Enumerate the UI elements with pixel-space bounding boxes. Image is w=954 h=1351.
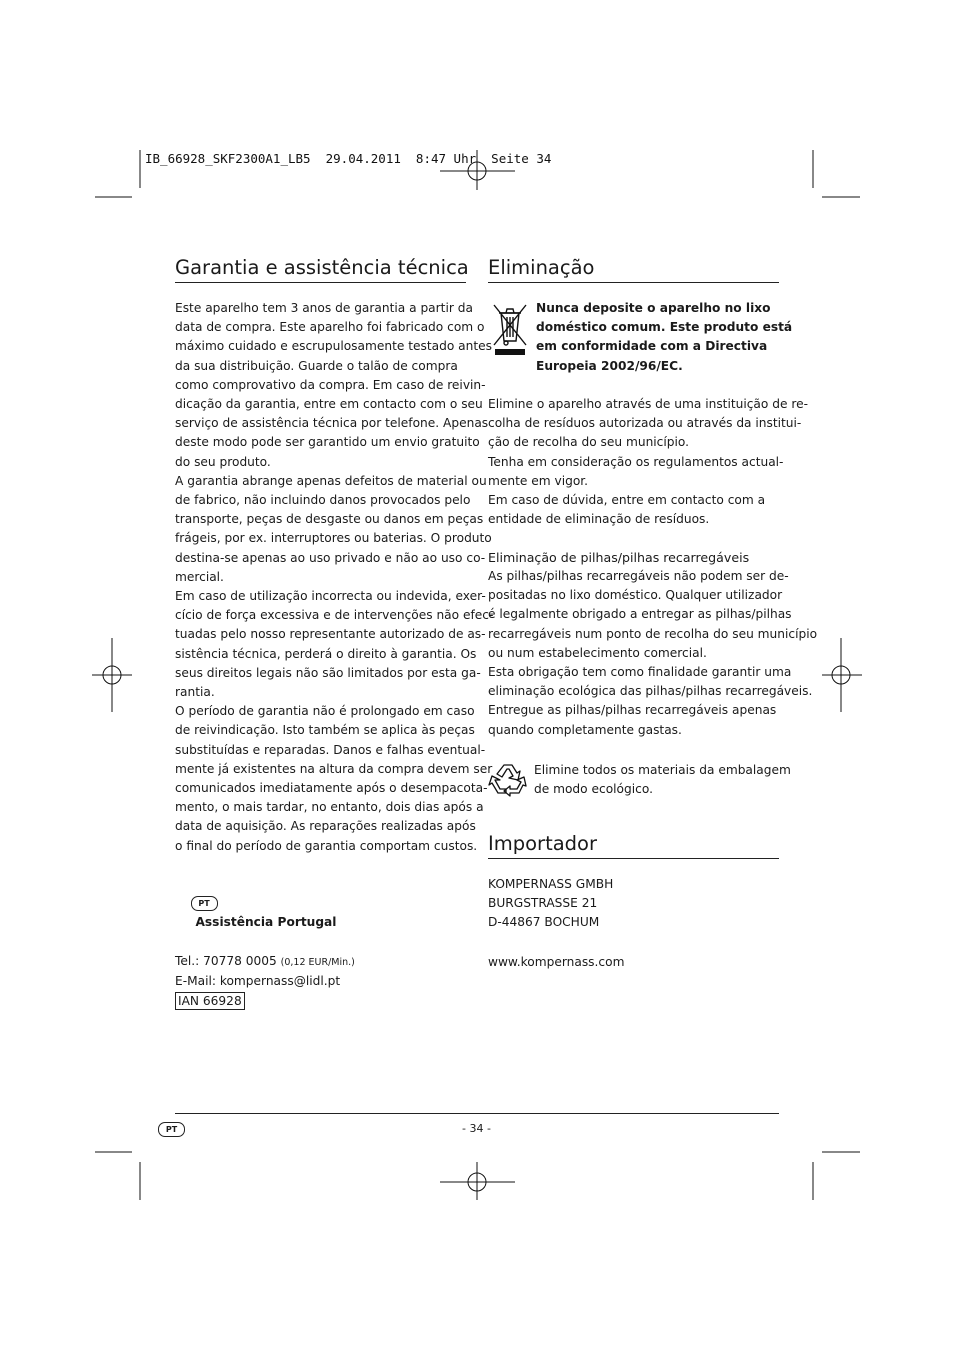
service-email: E-Mail: kompernass@lidl.pt bbox=[175, 974, 341, 989]
text-line: Entregue as pilhas/pilhas recarregáveis apenas bbox=[488, 703, 777, 718]
service-phone-line bbox=[175, 952, 355, 972]
importer-title-rule bbox=[488, 858, 779, 859]
text-line: quando completamente gastas. bbox=[488, 722, 682, 737]
importer-address bbox=[488, 875, 613, 933]
text-line: da sua distribuição. Guarde o talão de compra bbox=[175, 358, 458, 373]
pt-country-badge: PT bbox=[191, 896, 218, 911]
text-line: positadas no lixo doméstico. Qualquer utilizador bbox=[488, 588, 783, 603]
registration-mark-top bbox=[440, 150, 515, 190]
text-line: máximo cuidado e escrupulosamente testado antes bbox=[175, 339, 493, 354]
text-line: como comprovativo da compra. Em caso de reivin- bbox=[175, 377, 486, 392]
disposal-paragraph bbox=[488, 395, 808, 529]
text-line: Tenha em consideração os regulamentos actual- bbox=[488, 454, 784, 469]
address-line: D-44867 BOCHUM bbox=[488, 915, 600, 930]
text-line: serviço de assistência técnica por telefone. Apenas bbox=[175, 416, 489, 431]
registration-mark-right bbox=[822, 638, 862, 712]
text-line: O período de garantia não é prolongado em caso bbox=[175, 704, 475, 719]
battery-heading: Eliminação de pilhas/pilhas recarregáveis bbox=[488, 550, 750, 565]
service-heading: Assistência Portugal bbox=[195, 915, 337, 930]
text-line: ção de recolha do seu município. bbox=[488, 435, 690, 450]
text-line: sistência técnica, perderá o direito à garantia. Os bbox=[175, 646, 477, 661]
text-line: comunicados imediatamente após o desempacota- bbox=[175, 781, 488, 796]
registration-mark-left bbox=[92, 638, 132, 712]
importer-title: Importador bbox=[488, 832, 597, 855]
disposal-warning bbox=[536, 299, 792, 376]
text-line: As pilhas/pilhas recarregáveis não podem ser de- bbox=[488, 569, 789, 583]
text-line: Esta obrigação tem como finalidade garantir uma bbox=[488, 665, 792, 680]
footer-pt-badge: PT bbox=[158, 1122, 185, 1137]
text-line: colha de resíduos autorizada ou através da institui- bbox=[488, 416, 802, 431]
text-line: substituídas e reparadas. Danos e falhas eventual- bbox=[175, 742, 486, 757]
text-line: tuadas pelo nosso representante autorizado de as- bbox=[175, 627, 486, 642]
text-line: A garantia abrange apenas defeitos de material ou bbox=[175, 473, 487, 488]
text-line: Elimine o aparelho através de uma instituição de re- bbox=[488, 397, 808, 411]
text-line: Este aparelho tem 3 anos de garantia a partir da bbox=[175, 301, 473, 315]
website: www.kompernass.com bbox=[488, 955, 625, 969]
crossed-bin-icon bbox=[492, 303, 528, 357]
text-line: é legalmente obrigado a entregar as pilhas/pilhas bbox=[488, 607, 792, 622]
text-line: rantia. bbox=[175, 685, 215, 700]
text-line: transporte, peças de desgaste ou danos em peças bbox=[175, 512, 484, 527]
text-line: eliminação ecológica das pilhas/pilhas recarregáveis. bbox=[488, 684, 813, 699]
text-line: mercial. bbox=[175, 569, 224, 584]
warranty-title-rule bbox=[175, 282, 466, 283]
warning-line: em conformidade com a Directiva bbox=[536, 339, 768, 354]
warning-line: Europeia 2002/96/EC. bbox=[536, 358, 683, 373]
text-line: seus direitos legais não são limitados por esta ga- bbox=[175, 665, 481, 680]
text-line: mento, o mais tardar, no entanto, dois dias após a bbox=[175, 800, 484, 815]
text-line: mente já existentes na altura da compra devem ser bbox=[175, 761, 493, 776]
text-line: Em caso de dúvida, entre em contacto com a bbox=[488, 493, 766, 508]
service-phone-rate: (0,12 EUR/Min.) bbox=[280, 956, 355, 968]
text-line: data de aquisição. As reparações realizadas após bbox=[175, 819, 476, 834]
text-line: mente em vigor. bbox=[488, 473, 589, 488]
text-line: data de compra. Este aparelho foi fabricado com o bbox=[175, 320, 485, 335]
page-number: - 34 - bbox=[462, 1122, 491, 1135]
disposal-title-rule bbox=[488, 282, 779, 283]
text-line: destina-se apenas ao uso privado e não ao uso co- bbox=[175, 550, 486, 565]
warning-line: doméstico comum. Este produto está bbox=[536, 320, 793, 335]
service-phone: Tel.: 70778 0005 bbox=[175, 953, 277, 968]
footer-rule bbox=[175, 1113, 779, 1114]
text-line: ou num estabelecimento comercial. bbox=[488, 645, 707, 660]
text-line: deste modo pode ser garantido um envio gratuito bbox=[175, 435, 480, 450]
recycle-icon bbox=[488, 760, 528, 800]
address-line: BURGSTRASSE 21 bbox=[488, 896, 598, 911]
warranty-paragraph bbox=[175, 299, 493, 856]
text-line: de fabrico, não incluindo danos provocados pelo bbox=[175, 493, 471, 508]
text-line: recarregáveis num ponto de recolha do seu município bbox=[488, 626, 818, 641]
packaging-note bbox=[534, 761, 791, 799]
text-line: de modo ecológico. bbox=[534, 782, 653, 797]
ian-number-box: IAN 66928 bbox=[175, 992, 245, 1010]
text-line: Elimine todos os materiais da embalagem bbox=[534, 763, 791, 777]
warranty-title: Garantia e assistência técnica bbox=[175, 256, 469, 279]
service-block bbox=[175, 875, 355, 1011]
text-line: dicação da garantia, entre em contacto com o seu bbox=[175, 397, 483, 412]
registration-mark-bottom bbox=[440, 1162, 515, 1200]
warning-line: Nunca deposite o aparelho no lixo bbox=[536, 301, 771, 315]
text-line: frágeis, por ex. interruptores ou baterias. O produto bbox=[175, 531, 492, 546]
text-line: entidade de eliminação de resíduos. bbox=[488, 512, 710, 527]
text-line: de reivindicação. Isto também se aplica às peças bbox=[175, 723, 475, 738]
address-line: KOMPERNASS GMBH bbox=[488, 877, 614, 891]
battery-paragraph bbox=[488, 567, 817, 740]
text-line: cício de força excessiva e de intervenções não efec- bbox=[175, 608, 494, 623]
text-line: o final do período de garantia comportam custos. bbox=[175, 838, 478, 853]
disposal-title: Eliminação bbox=[488, 256, 595, 279]
text-line: Em caso de utilização incorrecta ou indevida, exer- bbox=[175, 589, 486, 604]
print-slug-line: IB_66928_SKF2300A1_LB5 29.04.2011 8:47 Uhr Seite 34 bbox=[145, 151, 552, 166]
service-heading-line bbox=[175, 875, 355, 952]
text-line: do seu produto. bbox=[175, 454, 271, 469]
